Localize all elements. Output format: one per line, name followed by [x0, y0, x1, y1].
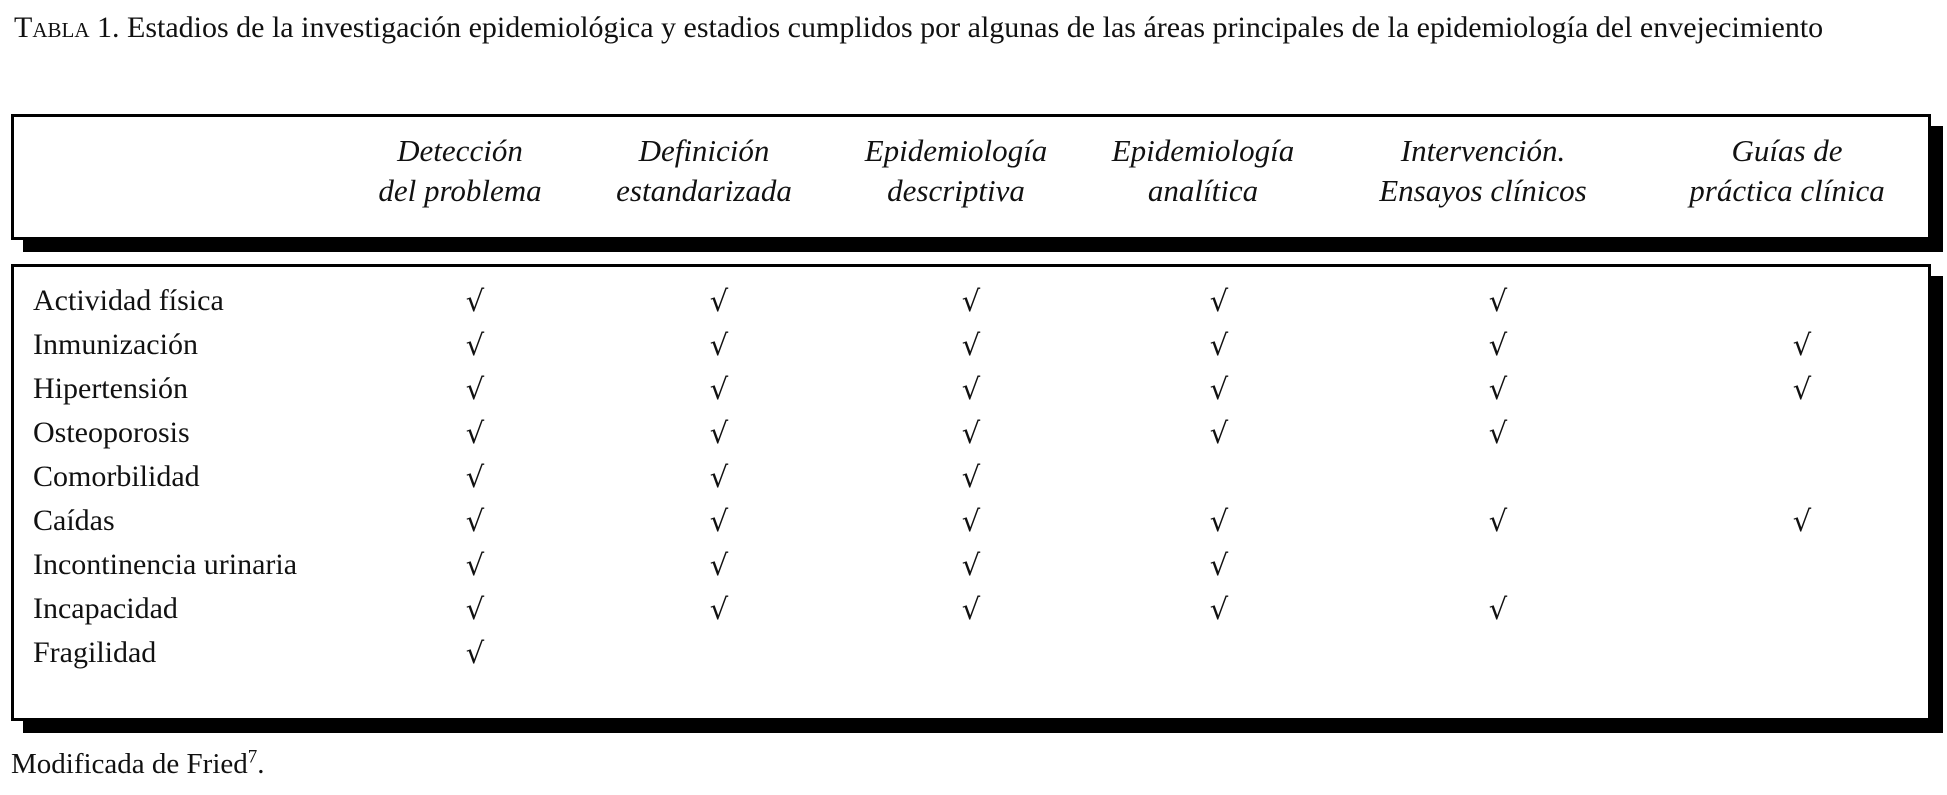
check-mark: √ — [709, 460, 729, 494]
row-label: Comorbilidad — [33, 460, 200, 493]
footnote-text: Modificada de Fried — [11, 748, 248, 780]
check-mark: √ — [961, 372, 981, 406]
check-mark: √ — [1488, 416, 1508, 450]
column-header-line: del problema — [378, 173, 542, 208]
column-header — [1689, 131, 1884, 211]
column-header — [616, 131, 792, 211]
row-label: Hipertensión — [33, 372, 188, 405]
column-header — [1379, 131, 1587, 211]
check-mark: √ — [709, 416, 729, 450]
table-header-box — [11, 114, 1931, 240]
check-mark: √ — [709, 592, 729, 626]
column-header — [378, 131, 541, 211]
check-mark: √ — [465, 592, 485, 626]
check-mark: √ — [961, 284, 981, 318]
check-mark: √ — [465, 372, 485, 406]
column-header-line: Epidemiología — [864, 133, 1048, 168]
check-mark: √ — [1209, 284, 1229, 318]
table-row — [14, 279, 1928, 323]
column-header-line: Definición — [638, 133, 770, 168]
check-mark: √ — [961, 416, 981, 450]
check-mark: √ — [709, 328, 729, 362]
table-row — [14, 367, 1928, 411]
row-label: Inmunización — [33, 328, 198, 361]
check-mark: √ — [961, 328, 981, 362]
check-mark: √ — [465, 504, 485, 538]
check-mark: √ — [465, 460, 485, 494]
column-header-line: analítica — [1147, 173, 1259, 208]
footnote-end: . — [257, 748, 265, 780]
check-mark: √ — [961, 592, 981, 626]
check-mark: √ — [1792, 504, 1812, 538]
check-mark: √ — [1488, 504, 1508, 538]
check-mark: √ — [709, 284, 729, 318]
check-mark: √ — [1209, 372, 1229, 406]
check-mark: √ — [961, 548, 981, 582]
table-row — [14, 323, 1928, 367]
column-header — [865, 131, 1048, 211]
check-mark: √ — [465, 328, 485, 362]
column-header-line: descriptiva — [887, 173, 1025, 208]
check-mark: √ — [1488, 372, 1508, 406]
table-row — [14, 631, 1928, 675]
table-row — [14, 455, 1928, 499]
footnote-reference: 7 — [247, 746, 258, 768]
check-mark: √ — [465, 548, 485, 582]
check-mark: √ — [709, 548, 729, 582]
row-label: Incapacidad — [33, 592, 178, 625]
check-mark: √ — [1792, 372, 1812, 406]
column-header-line: Epidemiología — [1111, 133, 1295, 168]
column-header — [1112, 131, 1295, 211]
table-body-box — [11, 264, 1931, 721]
table-rows — [14, 279, 1928, 675]
column-header-line: Intervención. — [1400, 133, 1566, 168]
check-mark: √ — [1209, 328, 1229, 362]
table-caption-text: Estadios de la investigación epidemiológica y estadios cumplidos por algunas de las áreas principales de la epidemiología del envejecimiento — [127, 11, 1824, 44]
check-mark: √ — [1209, 548, 1229, 582]
column-header-line: práctica clínica — [1689, 173, 1885, 208]
table-caption-label: Tabla 1. — [14, 11, 120, 44]
table-row — [14, 411, 1928, 455]
check-mark: √ — [1792, 328, 1812, 362]
check-mark: √ — [1488, 592, 1508, 626]
table-row — [14, 587, 1928, 631]
row-label: Actividad física — [33, 284, 224, 317]
table-caption — [14, 8, 1934, 47]
column-header-line: Ensayos clínicos — [1379, 173, 1587, 208]
row-label: Incontinencia urinaria — [33, 548, 298, 581]
row-label: Fragilidad — [33, 636, 157, 669]
check-mark: √ — [465, 284, 485, 318]
column-header-line: Detección — [397, 133, 523, 168]
row-label: Osteoporosis — [33, 416, 190, 449]
check-mark: √ — [709, 504, 729, 538]
check-mark: √ — [961, 504, 981, 538]
check-mark: √ — [1209, 416, 1229, 450]
check-mark: √ — [1488, 284, 1508, 318]
column-header-line: estandarizada — [616, 173, 792, 208]
check-mark: √ — [709, 372, 729, 406]
check-mark: √ — [1488, 328, 1508, 362]
check-mark: √ — [1209, 592, 1229, 626]
table-footnote — [11, 744, 265, 784]
check-mark: √ — [961, 460, 981, 494]
check-mark: √ — [465, 636, 485, 670]
table-row — [14, 543, 1928, 587]
check-mark: √ — [1209, 504, 1229, 538]
table-row — [14, 499, 1928, 543]
check-mark: √ — [465, 416, 485, 450]
column-header-line: Guías de — [1731, 133, 1843, 168]
row-label: Caídas — [33, 504, 115, 537]
